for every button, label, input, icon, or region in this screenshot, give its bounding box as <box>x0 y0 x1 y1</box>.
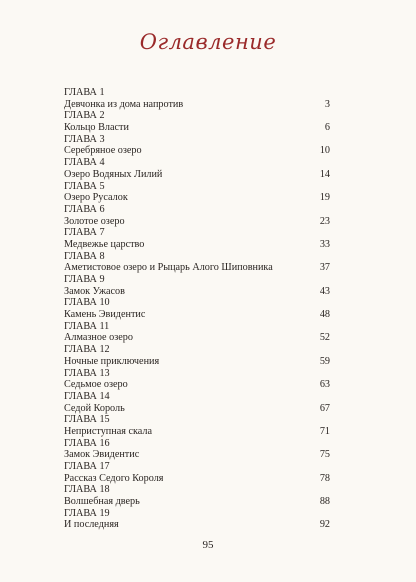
chapter-label: ГЛАВА 14 <box>64 390 110 402</box>
chapter-row <box>64 192 330 204</box>
chapter-label: ГЛАВА 16 <box>64 437 110 449</box>
chapter-row <box>64 426 330 438</box>
chapter-title: Кольцо Власти <box>64 122 129 134</box>
chapter-row <box>64 262 330 274</box>
chapter-page: 52 <box>319 332 330 344</box>
chapter-title: Озеро Водяных Лилий <box>64 168 163 180</box>
chapter-row <box>64 519 330 531</box>
chapter-page: 71 <box>319 425 330 437</box>
chapter-title: Медвежье царство <box>64 238 145 250</box>
toc-entry <box>64 344 330 367</box>
chapter-page: 63 <box>319 379 330 391</box>
toc-entry <box>64 414 330 437</box>
chapter-label: ГЛАВА 2 <box>64 110 105 122</box>
chapter-page: 92 <box>319 519 330 531</box>
chapter-title: Седьмое озеро <box>64 379 128 391</box>
toc-entry <box>64 508 330 531</box>
chapter-title: Серебряное озеро <box>64 145 142 157</box>
toc-entry <box>64 87 330 110</box>
chapter-row <box>64 145 330 157</box>
chapter-page: 23 <box>319 215 330 227</box>
chapter-label: ГЛАВА 17 <box>64 461 110 472</box>
page-title: Оглавление <box>139 30 277 54</box>
chapter-title: Аметистовое озеро и Рыцарь Алого Шиповника <box>64 262 273 274</box>
chapter-row <box>64 286 330 298</box>
chapter-page: 78 <box>319 472 330 484</box>
toc-entry <box>64 204 330 227</box>
chapter-label: ГЛАВА 18 <box>64 484 110 496</box>
chapter-label: ГЛАВА 5 <box>64 180 105 192</box>
chapter-label: ГЛАВА 6 <box>64 203 105 215</box>
chapter-title: Волшебная дверь <box>64 496 140 508</box>
chapter-title: Рассказ Седого Короля <box>64 472 164 484</box>
toc-entry <box>64 157 330 180</box>
chapter-page: 43 <box>319 285 330 297</box>
chapter-page: 33 <box>319 238 330 250</box>
chapter-row <box>64 496 330 508</box>
chapter-title: Золотое озеро <box>64 215 125 227</box>
chapter-label: ГЛАВА 4 <box>64 157 105 169</box>
chapter-row <box>64 169 330 181</box>
toc-entry <box>64 110 330 133</box>
chapter-page: 6 <box>324 122 330 134</box>
chapter-title: Девчонка из дома напротив <box>64 98 184 110</box>
chapter-page: 19 <box>319 192 330 204</box>
chapter-page: 37 <box>319 262 330 274</box>
chapter-title: Ночные приключения <box>64 355 160 367</box>
chapter-title: Камень Эвидентис <box>64 309 146 321</box>
chapter-row <box>64 332 330 344</box>
chapter-page: 88 <box>319 496 330 508</box>
chapter-label: ГЛАВА 11 <box>64 320 110 332</box>
chapter-label: ГЛАВА 3 <box>64 133 105 145</box>
page-number: 95 <box>202 539 214 551</box>
chapter-label: ГЛАВА 19 <box>64 507 110 519</box>
chapter-title: И последняя <box>64 519 119 531</box>
chapter-label: ГЛАВА 1 <box>64 87 105 98</box>
chapter-row <box>64 356 330 368</box>
toc-entry <box>64 134 330 157</box>
chapter-title: Озеро Русалок <box>64 192 128 204</box>
chapter-row <box>64 473 330 485</box>
toc-entry <box>64 227 330 250</box>
chapter-row <box>64 449 330 461</box>
toc-entry <box>64 321 330 344</box>
chapter-row <box>64 403 330 415</box>
chapter-title: Замок Ужасов <box>64 285 125 297</box>
toc-entry <box>64 368 330 391</box>
chapter-label: ГЛАВА 15 <box>64 414 110 426</box>
table-of-contents <box>64 87 330 531</box>
toc-entry <box>64 181 330 204</box>
chapter-page: 59 <box>319 355 330 367</box>
toc-entry <box>64 274 330 297</box>
chapter-label: ГЛАВА 9 <box>64 274 105 285</box>
chapter-label: ГЛАВА 13 <box>64 367 110 379</box>
chapter-title: Алмазное озеро <box>64 332 133 344</box>
chapter-title: Неприступная скала <box>64 425 153 437</box>
chapter-page: 48 <box>319 309 330 321</box>
chapter-row <box>64 122 330 134</box>
chapter-page: 10 <box>319 145 330 157</box>
toc-entry <box>64 251 330 274</box>
chapter-label: ГЛАВА 7 <box>64 227 105 239</box>
toc-entry <box>64 391 330 414</box>
chapter-page: 67 <box>319 402 330 414</box>
chapter-page: 14 <box>319 168 330 180</box>
chapter-title: Замок Эвидентис <box>64 449 140 461</box>
toc-entry <box>64 297 330 320</box>
toc-entry <box>64 484 330 507</box>
chapter-row <box>64 309 330 321</box>
chapter-row <box>64 216 330 228</box>
chapter-row <box>64 99 330 111</box>
chapter-label: ГЛАВА 10 <box>64 297 110 309</box>
chapter-row <box>64 379 330 391</box>
chapter-label: ГЛАВА 12 <box>64 344 110 356</box>
toc-entry <box>64 438 330 461</box>
chapter-page: 75 <box>319 449 330 461</box>
chapter-title: Седой Король <box>64 402 125 414</box>
chapter-row <box>64 239 330 251</box>
chapter-label: ГЛАВА 8 <box>64 250 105 262</box>
toc-entry <box>64 461 330 484</box>
chapter-page: 3 <box>324 98 330 110</box>
